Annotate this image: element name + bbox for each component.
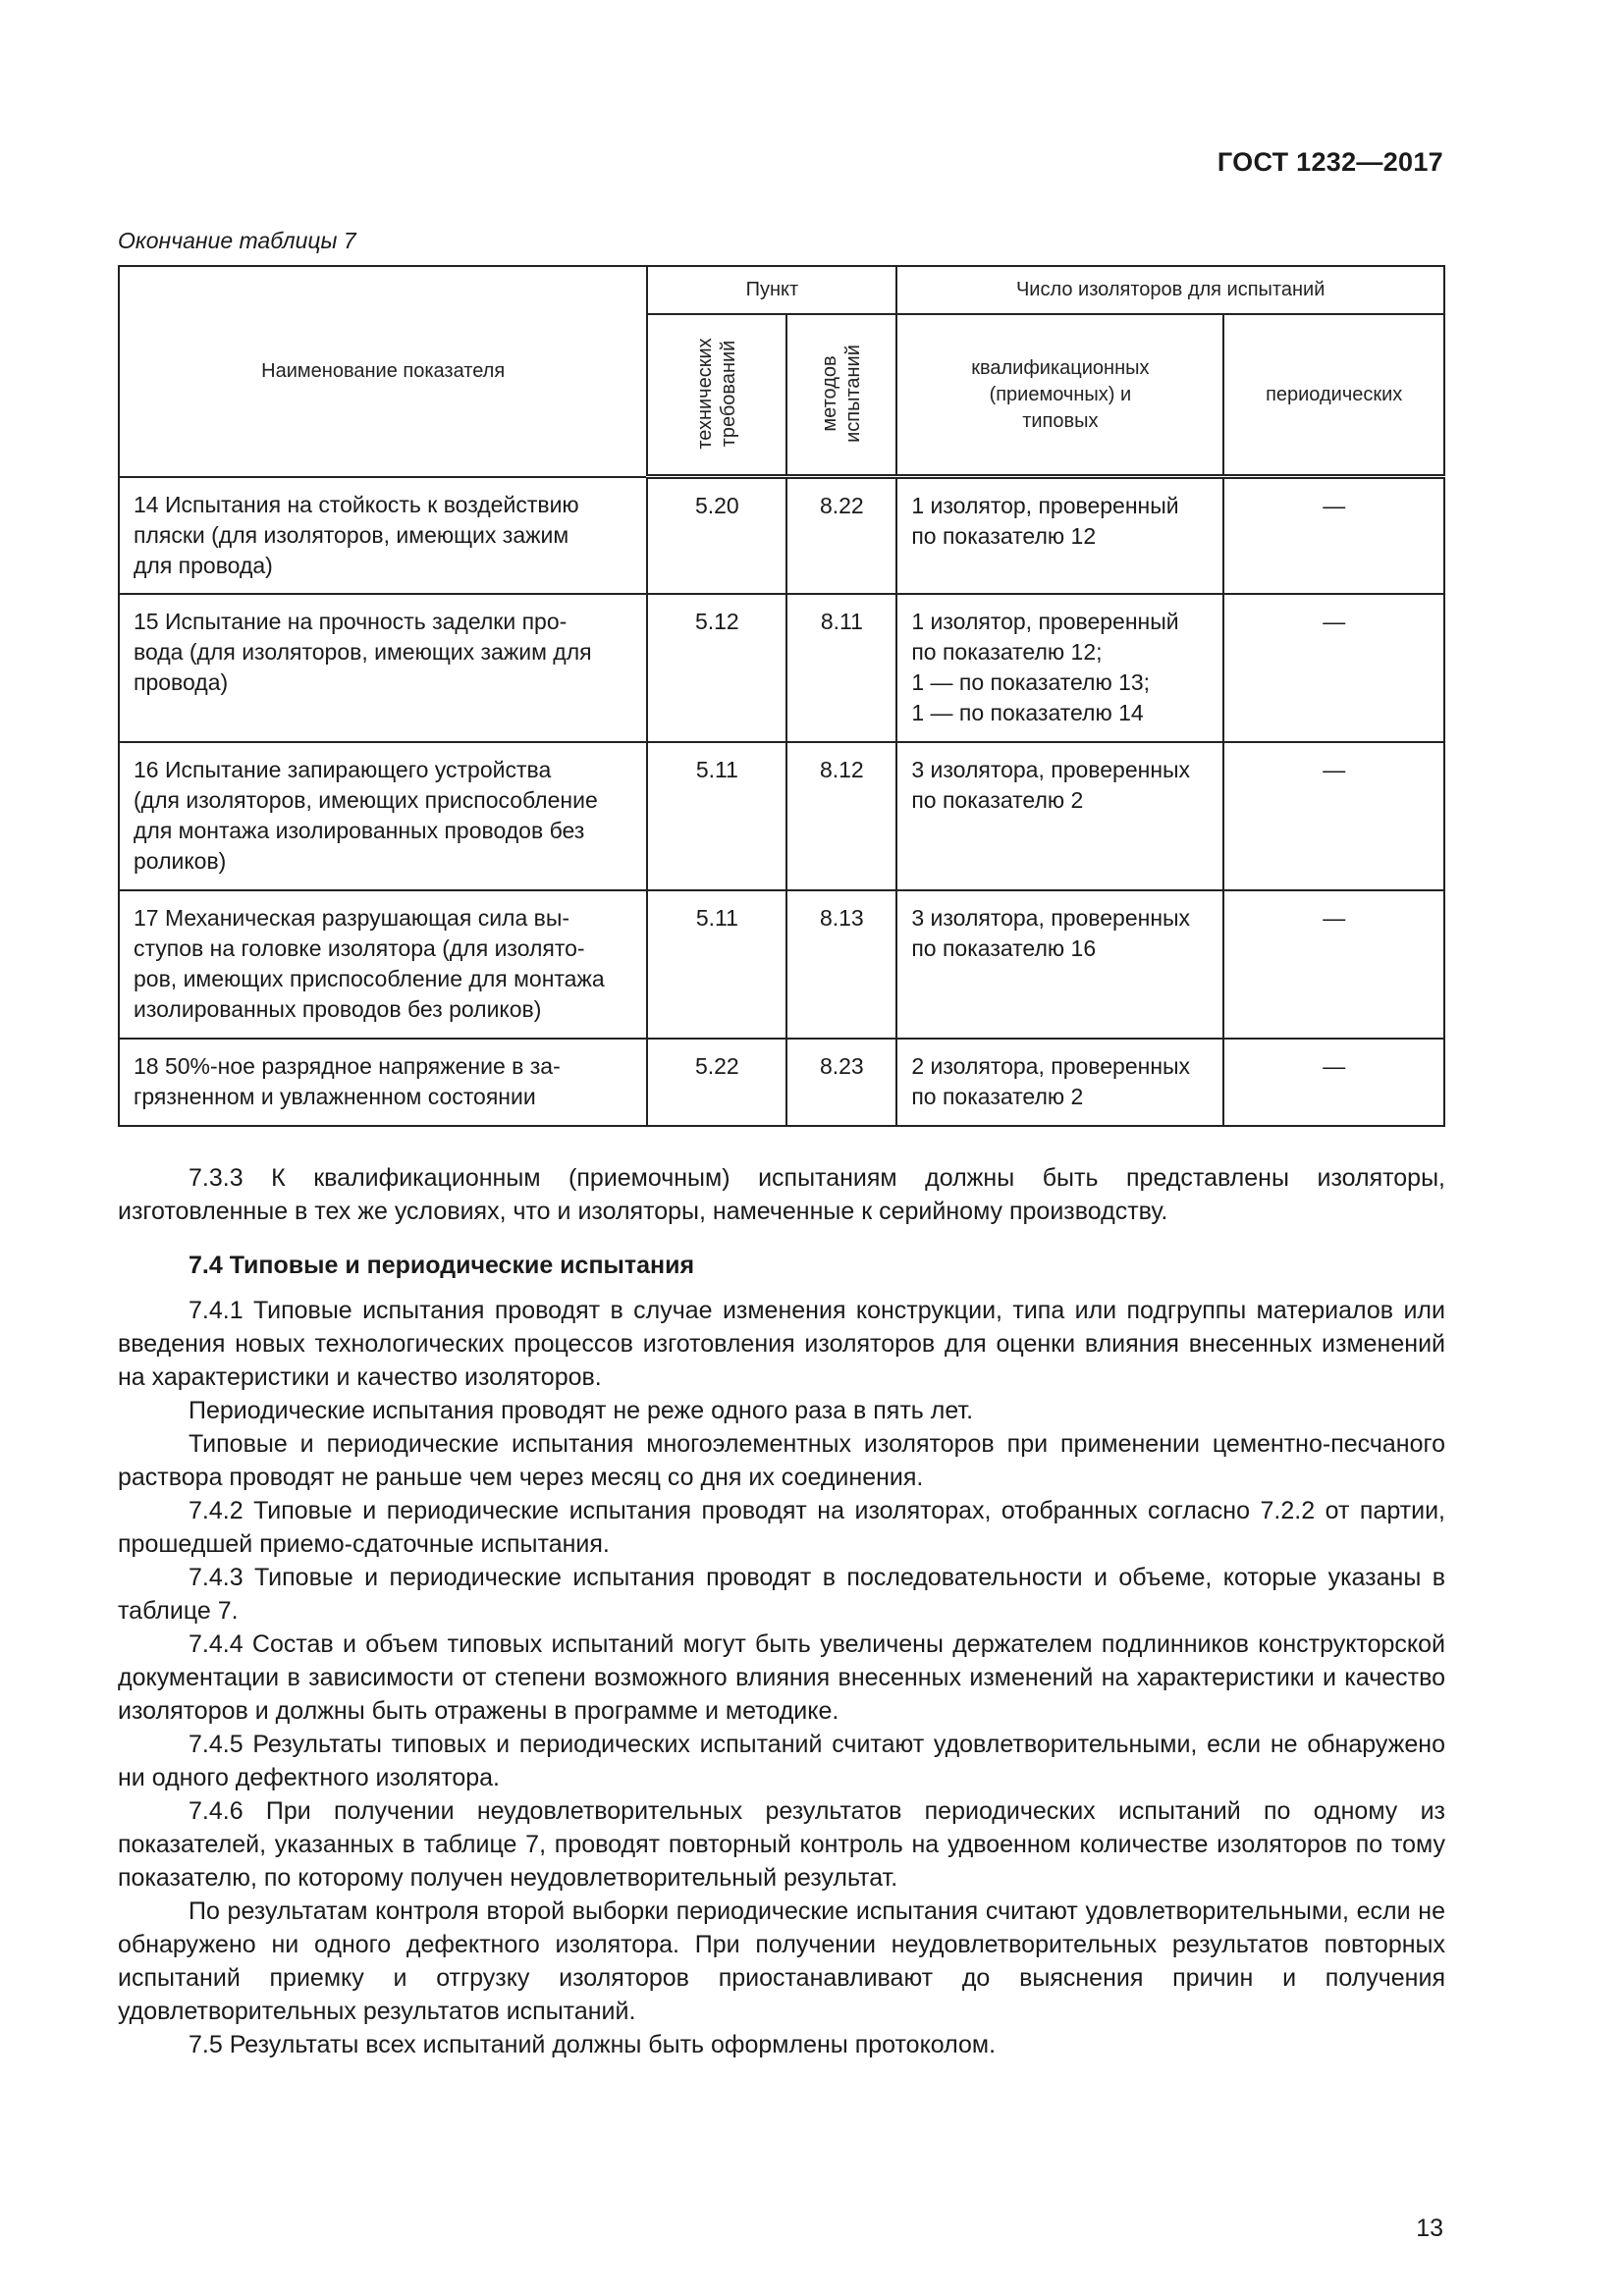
header-insulator-count: Число изоляторов для испытаний: [896, 266, 1444, 314]
row-periodic-count: —: [1223, 1039, 1444, 1126]
paragraph-7-4-4: 7.4.4 Состав и объем типовых испытаний могут быть увеличены держателем подлинников конструкторской документации в зависимости от степени возможного влияния внесенных изменений на характеристики и качество изоляторов и должны быть отражены в программе и методике.: [118, 1630, 1445, 1725]
row-tech-clause: 5.12: [647, 594, 786, 742]
table-7: [118, 265, 1445, 1127]
row-name: 18 50%-ное разрядное напряжение в за- грязненном и увлажненном состоянии: [119, 1039, 647, 1126]
section-7-4: [118, 1249, 1445, 2061]
row-qualification-count: 2 изолятора, проверенных по показателю 2: [896, 1039, 1223, 1126]
table-row: [119, 477, 1444, 594]
header-qualification: квалификационных (приемочных) и типовых: [896, 314, 1223, 477]
row-periodic-count: —: [1223, 594, 1444, 742]
row-method-clause: 8.11: [786, 594, 896, 742]
table-row: [119, 742, 1444, 890]
row-periodic-count: —: [1223, 890, 1444, 1039]
row-tech-clause: 5.22: [647, 1039, 786, 1126]
row-periodic-count: —: [1223, 742, 1444, 890]
row-name: 14 Испытания на стойкость к воздействию пляски (для изоляторов, имеющих зажим для провода): [119, 477, 647, 594]
paragraph-7-5: 7.5 Результаты всех испытаний должны быть оформлены протоколом.: [189, 2031, 997, 2058]
row-method-clause: 8.22: [786, 477, 896, 594]
paragraph-7-4-2: 7.4.2 Типовые и периодические испытания проводят на изоляторах, отобранных согласно 7.2.2 от партии, прошедшей приемо-сдаточные испытания.: [118, 1497, 1445, 1558]
header-technical-requirements: технических требований: [647, 314, 786, 477]
row-name: 15 Испытание на прочность заделки про- вода (для изоляторов, имеющих зажим для провода): [119, 594, 647, 742]
row-tech-clause: 5.11: [647, 890, 786, 1039]
document-code: ГОСТ 1232—2017: [1217, 147, 1443, 177]
paragraph-7-4-6-second-sample: По результатам контроля второй выборки периодические испытания считают удовлетворительными, если не обнаружено ни одного дефектного изолятора. При получении неудовлетворительных результатов повторных испытаний приемку и отгрузку изоляторов приостанавливают до выяснения причин и получения удовлетворительных результатов испытаний.: [118, 1897, 1445, 2025]
section-7-3-3: [118, 1161, 1445, 1228]
table-row: [119, 594, 1444, 742]
header-test-methods: методов испытаний: [786, 314, 896, 477]
header-indicator-name: Наименование показателя: [119, 266, 647, 477]
heading-7-4: 7.4 Типовые и периодические испытания: [189, 1252, 695, 1279]
row-tech-clause: 5.11: [647, 742, 786, 890]
table-row: [119, 1039, 1444, 1126]
row-qualification-count: 1 изолятор, проверенный по показателю 12; 1 — по показателю 13; 1 — по показателю 14: [896, 594, 1223, 742]
row-qualification-count: 3 изолятора, проверенных по показателю 16: [896, 890, 1223, 1039]
paragraph-7-4-1: 7.4.1 Типовые испытания проводят в случае изменения конструкции, типа или подгруппы материалов или введения новых технологических процессов изготовления изоляторов для оценки влияния внесенных изменений на характеристики и качество изоляторов.: [118, 1297, 1445, 1391]
row-name: 16 Испытание запирающего устройства (для изоляторов, имеющих приспособление для монтажа изолированных проводов без роликов): [119, 742, 647, 890]
table-row: [119, 890, 1444, 1039]
row-name: 17 Механическая разрушающая сила вы- ступов на головке изолятора (для изолято- ров, имеющих приспособление для монтажа изолированных проводов без роликов): [119, 890, 647, 1039]
paragraph-7-4-6: 7.4.6 При получении неудовлетворительных результатов периодических испытаний по одному из показателей, указанных в таблице 7, проводят повторный контроль на удвоенном количестве изоляторов по тому показателю, по которому получен неудовлетворительный результат.: [118, 1797, 1445, 1892]
table-caption: Окончание таблицы 7: [118, 228, 356, 253]
row-qualification-count: 3 изолятора, проверенных по показателю 2: [896, 742, 1223, 890]
header-punkt: Пункт: [647, 266, 896, 314]
page-number: 13: [1416, 2215, 1443, 2242]
paragraph-7-4-5: 7.4.5 Результаты типовых и периодических испытаний считают удовлетворительными, если не обнаружено ни одного дефектного изолятора.: [118, 1731, 1445, 1791]
paragraph-7-3-3: 7.3.3 К квалификационным (приемочным) испытаниям должны быть представлены изоляторы, изготовленные в тех же условиях, что и изоляторы, намеченные к серийному производству.: [118, 1164, 1445, 1225]
row-method-clause: 8.13: [786, 890, 896, 1039]
paragraph-7-4-3: 7.4.3 Типовые и периодические испытания проводят в последовательности и объеме, которые указаны в таблице 7.: [118, 1564, 1445, 1625]
paragraph-7-4-1-cement: Типовые и периодические испытания многоэлементных изоляторов при применении цементно-песчаного раствора проводят не раньше чем через месяц со дня их соединения.: [118, 1430, 1445, 1491]
row-method-clause: 8.12: [786, 742, 896, 890]
row-tech-clause: 5.20: [647, 477, 786, 594]
paragraph-7-4-1-periodic: Периодические испытания проводят не реже одного раза в пять лет.: [189, 1397, 974, 1424]
header-periodic: периодических: [1223, 314, 1444, 477]
row-method-clause: 8.23: [786, 1039, 896, 1126]
row-qualification-count: 1 изолятор, проверенный по показателю 12: [896, 477, 1223, 594]
row-periodic-count: —: [1223, 477, 1444, 594]
